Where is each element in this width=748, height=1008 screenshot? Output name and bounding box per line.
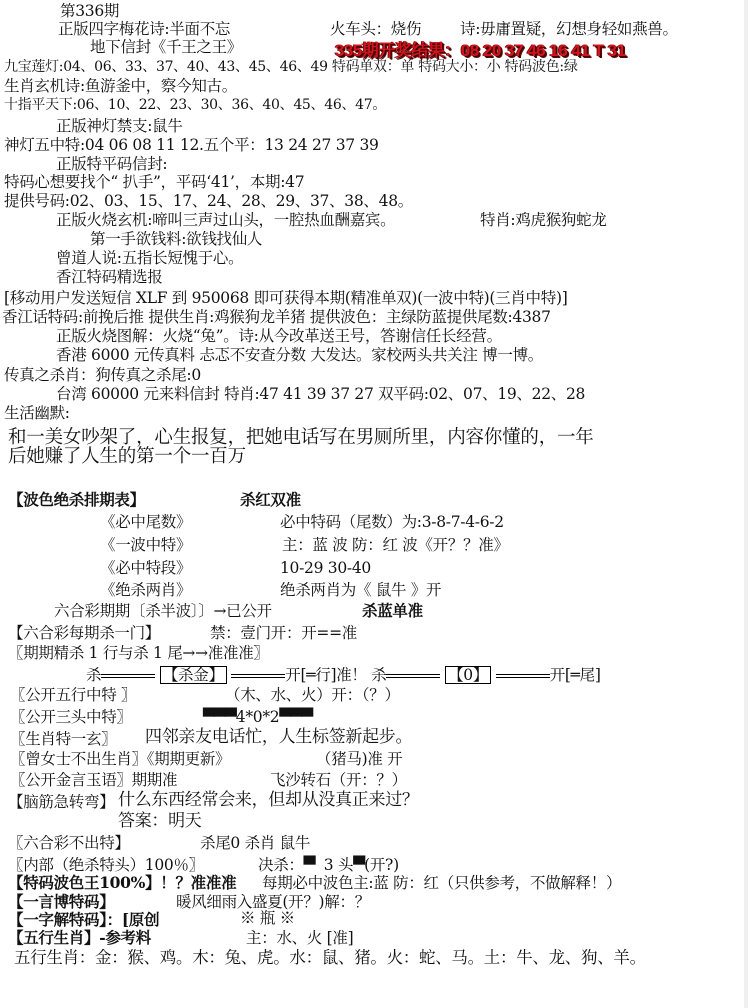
one-word-label: 【一言博特码】 [8,892,115,911]
riddle-label: 【脑筋急转弯】 [8,793,115,811]
block-bars: ▀▀▀ [203,707,236,726]
sms-promo: [移动用户发送短信 XLF 到 950068 即可获得本期(精准单双)(一波中特)(三肖中特)] [4,289,568,307]
wave-kill-title: 【波色绝杀排期表】 [8,490,145,509]
lamp-forbidden: 正版神灯禁支:鼠牛 [56,117,183,135]
row-label: 《绝杀两肖》 [100,581,192,599]
train-head: 火车头：烧伤 [330,20,422,38]
inner-text: (开?) [364,856,399,874]
one-word-value: 暖风细雨入盛夏(开？)解：？ [176,893,370,911]
zeng-label: 〖曾女士不出生肖〗《期期更新》 [10,750,231,768]
kill-text: 杀 [86,666,102,684]
zodiac-poem: 生肖玄机诗:鱼游釜中，察今知古。 [4,77,237,95]
kill-text: 开[═行]准！ 杀 [285,666,387,684]
humor-title: 生活幽默: [4,404,70,422]
inner-text: 决杀： [258,856,304,874]
row-label: 《一波中特》 [100,536,192,554]
taoist-saying: 曾道人说:五指长短愧于心。 [56,249,244,267]
st-value-line [203,708,312,726]
five-elements-label: 【五行生肖】-参考料 [8,928,151,947]
kill-zero-box: 【0】 [445,666,491,684]
special-zodiac: 特肖:鸡虎猴狗蛇龙 [480,211,607,229]
sx-value: 四邻亲友电话忙，人生标签新起步。 [145,727,413,747]
fax-kill: 传真之杀肖：狗传真之杀尾:0 [4,366,201,384]
riddle-question: 什么东西经常会来，但却从没真正来过？ [118,790,419,810]
row-label: 《必中尾数》 [100,513,192,531]
zeng-value: （猪马)准 开 [316,750,403,768]
double-bar [231,674,285,678]
special-code-hint: 特码心想要找个“ 扒手”，平码‘41’，本期:47 [4,173,305,191]
one-char-value: ※ 瓶 ※ [240,909,295,927]
wave-king-value: 每期必中波色主:蓝 防：红（只供参考，不做解释！） [262,874,622,892]
wave-king-label: 【特码波色王100%】！？准准准 [8,873,237,892]
double-bar [101,674,155,678]
double-bar [496,674,550,678]
nine-lotus-lamp: 九宝莲灯:04、06、33、37、40、43、45、46、49 特码单双：单 特码大小：小 特码波色:绿 [4,59,578,75]
provided-numbers: 提供号码:02、03、15、17、24、28、29、37、38、48。 [4,192,413,210]
hk-fax: 香港 6000 元传真料 忐忑不安查分数 大发达。家校两头共关注 博一博。 [56,346,543,364]
jy-value: 飞沙转石（开：？） [270,771,407,789]
fire-mystery: 正版火烧玄机:啼叫三声过山头，一腔热血酬嘉宾。 [56,211,396,229]
sx-label: 〖生肖特一玄〗 [10,730,117,748]
tail-line: 〖期期精杀 1 行与杀 1 尾→→准准准〗 [8,644,269,662]
kill-line [86,666,601,684]
riddle-answer: 答案：明天 [118,811,202,831]
half-wave-result: 杀蓝单准 [362,601,423,620]
lamp-five: 神灯五中特:04 06 08 11 12.五个平：13 24 27 37 39 [4,136,379,154]
joke-line-1: 和一美女吵架了，心生报复，把她电话写在男厕所里，内容你懂的，一年 [8,427,594,448]
five-elements-full: 五行生肖：金：猴、鸡。木：兔、虎。水：鼠、猪。火：蛇、马。土：牛、龙、狗、羊。 [14,948,646,967]
row-value: 必中特码（尾数）为:3-8-7-4-6-2 [280,513,504,531]
wx-label: 〖公开五行中特 〗 [10,686,137,704]
kill-gold-box: 【杀金】 [160,666,227,684]
poem: 诗:毋庸置疑，幻想身轻如燕兽。 [460,20,678,38]
no-special-label: 〖六合彩不出特】 [8,834,130,852]
st-value: 4*0*2 [235,708,280,726]
door-label: 【六合彩每期杀一门】 [8,624,161,642]
jy-label: 〖公开金言玉语〗期期准 [10,771,178,789]
inner-label: 〖内部（绝杀特头）100％〗 [8,856,204,874]
inner-value [258,856,399,874]
underground-letter: 地下信封《千王之王》 [90,38,243,56]
flat-code-letter: 正版特平码信封: [56,155,168,173]
half-wave: 六合彩期期〔杀半波〕〕→已公开 [54,602,272,620]
kill-text: 开[═尾] [549,666,601,684]
issue-number: 第336期 [60,2,120,20]
block-bars: ▀ [303,855,315,874]
row-value: 绝杀两肖为《 鼠牛 》开 [280,581,442,599]
xiangjiang-select: 香江特码精选报 [56,268,163,286]
row-value: 主：蓝 波 防：红 波《开？？准》 [282,536,509,554]
draw-result-banner: 335期开奖结果：08 20 37 46 16 41 T 31 [335,41,626,60]
xiangjiang-words: 香江话特码:前挽后推 提供生肖:鸡猴狗龙羊猪 提供波色：主绿防蓝提供尾数:4387 [2,308,551,326]
inner-text: 3 头 [323,856,354,874]
joke-line-2: 后她赚了人生的第一个一百万 [8,446,246,467]
taiwan-letter: 台湾 60000 元来料信封 特肖:47 41 39 37 27 双平码:02、07、19、22、28 [56,385,586,403]
st-label: 〖公开三头中特〗 [10,708,132,726]
fire-picture: 正版火烧图解：火烧“兔”。诗:从今改革送王号，答谢信任长经营。 [56,327,502,345]
ten-fingers: 十指平天下:06、10、22、23、30、36、40、45、46、47。 [4,97,387,113]
no-special-value: 杀尾0 杀肖 鼠牛 [200,834,311,852]
row-value: 10-29 30-40 [280,559,371,577]
one-char-label: 【一字解特码】：[原创 [8,910,160,929]
wave-kill-result: 杀红双准 [240,490,301,509]
first-hand: 第一手欲钱料:欲钱找仙人 [90,230,263,248]
door-value: 禁：壹门开：开==准 [210,624,357,642]
plum-poem: 正版四字梅花诗:半面不忘 [58,20,231,38]
double-bar [386,674,440,678]
five-elements-value: 主：水、火 [准] [246,929,354,947]
row-label: 《必中特段》 [100,559,192,577]
block-bars: ▀▀▀ [279,707,313,726]
block-bars: ▀ [353,855,365,874]
wx-value: （木、水、火）开：（？） [225,686,400,704]
